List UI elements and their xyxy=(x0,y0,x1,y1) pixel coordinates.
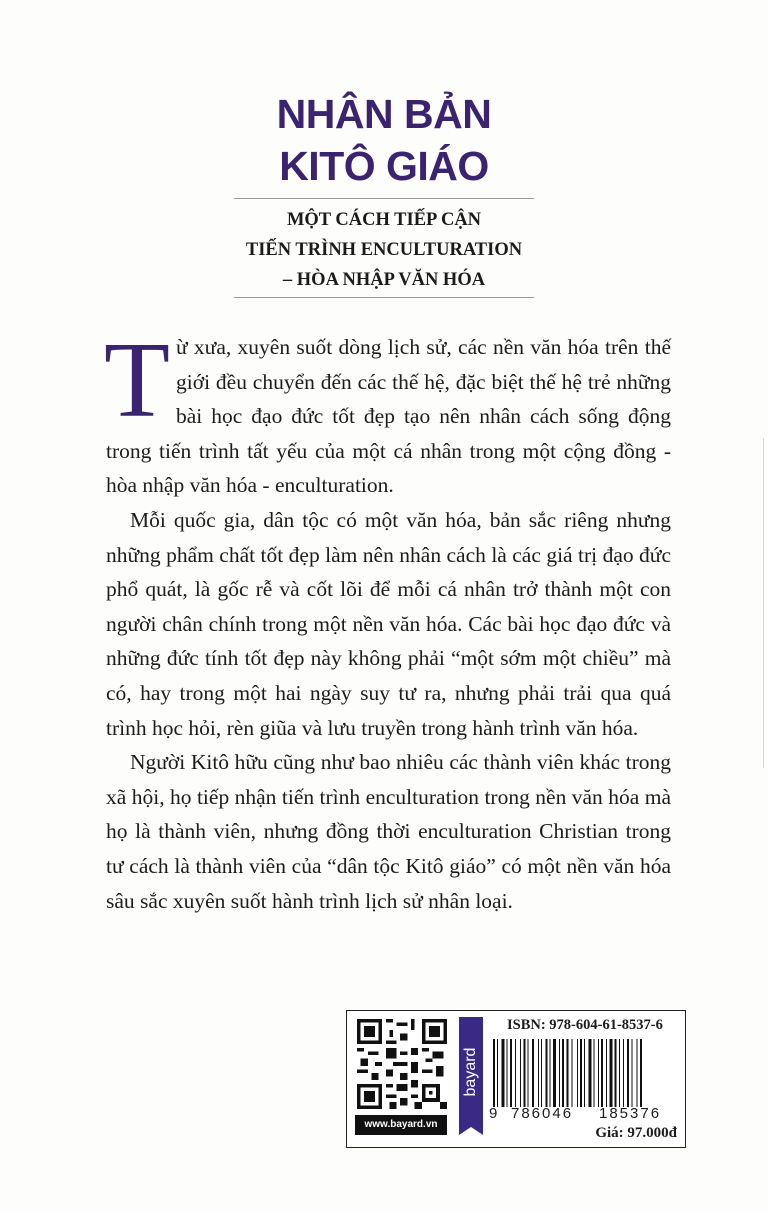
barcode-bar xyxy=(515,1039,516,1107)
paragraph-1-text: ừ xưa, xuyên suốt dòng lịch sử, các nền văn hóa trên thế giới đều chuyển đến các thế hệ, đặc biệt thế hệ trẻ những bài học đạo đức tốt đẹp tạo nên nhân cách sống động trong tiến trình tất yếu của một cá nhân trong một cộng đồng - hòa nhập văn hóa - enculturation. xyxy=(106,335,671,498)
blurb-paragraph-3: Người Kitô hữu cũng như bao nhiêu các thành viên khác trong xã hội, họ tiếp nhận tiến trình enculturation trong nền văn hóa mà họ là thành viên, nhưng đồng thời enculturation Christian trong tư cách là thành viên của “dân tộc Kitô giáo” có một nền văn hóa sâu sắc xuyên suốt hành trình lịch sử nhân loại. xyxy=(106,750,671,913)
barcode-bar xyxy=(606,1039,607,1107)
barcode-bar xyxy=(640,1039,642,1107)
barcode-bar xyxy=(631,1039,632,1107)
barcode-digit-prefix: 9 xyxy=(489,1105,498,1122)
barcode-bar xyxy=(566,1039,568,1107)
barcode-bar xyxy=(541,1039,542,1107)
bayard-logo-icon xyxy=(459,1017,483,1127)
blurb-paragraph-2: Mỗi quốc gia, dân tộc có một văn hóa, bản sắc riêng nhưng những phẩm chất tốt đẹp làm nên nhân cách là các giá trị đạo đức phổ quát, là gốc rễ và cốt lõi để mỗi cá nhân trở thành một con người chân chính trong một nền văn hóa. Các bài học đạo đức và những đức tính tốt đẹp này không phải “một sớm một chiều” mà có, hay trong một hai ngày suy tư ra, nhưng phải trải qua quá trình học hỏi, rèn giũa và lưu truyền trong hành trình văn hóa. xyxy=(106,507,671,740)
barcode-bar xyxy=(545,1039,547,1107)
barcode-panel xyxy=(346,1010,686,1148)
drop-cap: T xyxy=(104,321,170,440)
barcode-bar xyxy=(627,1039,629,1107)
barcode-bar xyxy=(623,1039,624,1107)
blurb xyxy=(104,321,671,918)
barcode-bar xyxy=(507,1039,508,1107)
barcode-bar xyxy=(580,1039,582,1107)
barcode-bar xyxy=(532,1039,534,1107)
barcode-bar xyxy=(598,1039,599,1107)
barcode-bar xyxy=(520,1039,521,1107)
qr-code-icon xyxy=(357,1019,447,1109)
barcode-digits-left: 786046 xyxy=(511,1105,574,1122)
barcode-bar xyxy=(538,1039,539,1107)
barcode-bar xyxy=(615,1039,617,1107)
barcode-bar xyxy=(572,1039,573,1107)
book-title xyxy=(0,88,768,192)
barcode-bar xyxy=(637,1039,638,1107)
subtitle-line-2: TIẾN TRÌNH ENCULTURATION xyxy=(245,240,523,260)
barcode-digits-right: 185376 xyxy=(599,1105,662,1122)
logo-notch xyxy=(459,1127,483,1135)
barcode-bar xyxy=(601,1039,603,1107)
subtitle-line-1: MỘT CÁCH TIẾP CẬN xyxy=(286,210,482,230)
barcode-bar xyxy=(588,1039,591,1107)
barcode-bar xyxy=(619,1039,620,1107)
barcode-bar xyxy=(584,1039,585,1107)
top-divider xyxy=(234,198,534,199)
barcode-bar xyxy=(501,1039,504,1107)
barcode-bar xyxy=(550,1039,551,1107)
blurb-paragraph-1 xyxy=(104,321,671,503)
subtitle-line-3: – HÒA NHẬP VĂN HÓA xyxy=(282,270,486,290)
barcode-bar xyxy=(609,1039,612,1107)
barcode-bar xyxy=(559,1039,560,1107)
barcode-bar xyxy=(528,1039,529,1107)
barcode-bar xyxy=(493,1039,495,1107)
publisher-name: bayard xyxy=(462,1047,479,1097)
price-label: Giá: 97.000đ xyxy=(595,1125,677,1141)
title-line-1: NHÂN BẢN xyxy=(276,91,492,137)
barcode-icon xyxy=(493,1039,677,1107)
barcode-bar xyxy=(497,1039,498,1107)
cover-edge-line xyxy=(763,438,764,768)
barcode-bar xyxy=(510,1039,512,1107)
title-line-2: KITÔ GIÁO xyxy=(279,143,489,189)
barcode-bar xyxy=(553,1039,556,1107)
barcode-bar xyxy=(577,1039,578,1107)
barcode-bar xyxy=(562,1039,564,1107)
book-subtitle xyxy=(0,205,768,295)
bottom-divider xyxy=(234,297,534,298)
barcode-bar xyxy=(594,1039,595,1107)
barcode-bar xyxy=(523,1039,525,1107)
website-label: www.bayard.vn xyxy=(355,1115,447,1135)
isbn-label: ISBN: 978-604-61-8537-6 xyxy=(507,1017,663,1033)
